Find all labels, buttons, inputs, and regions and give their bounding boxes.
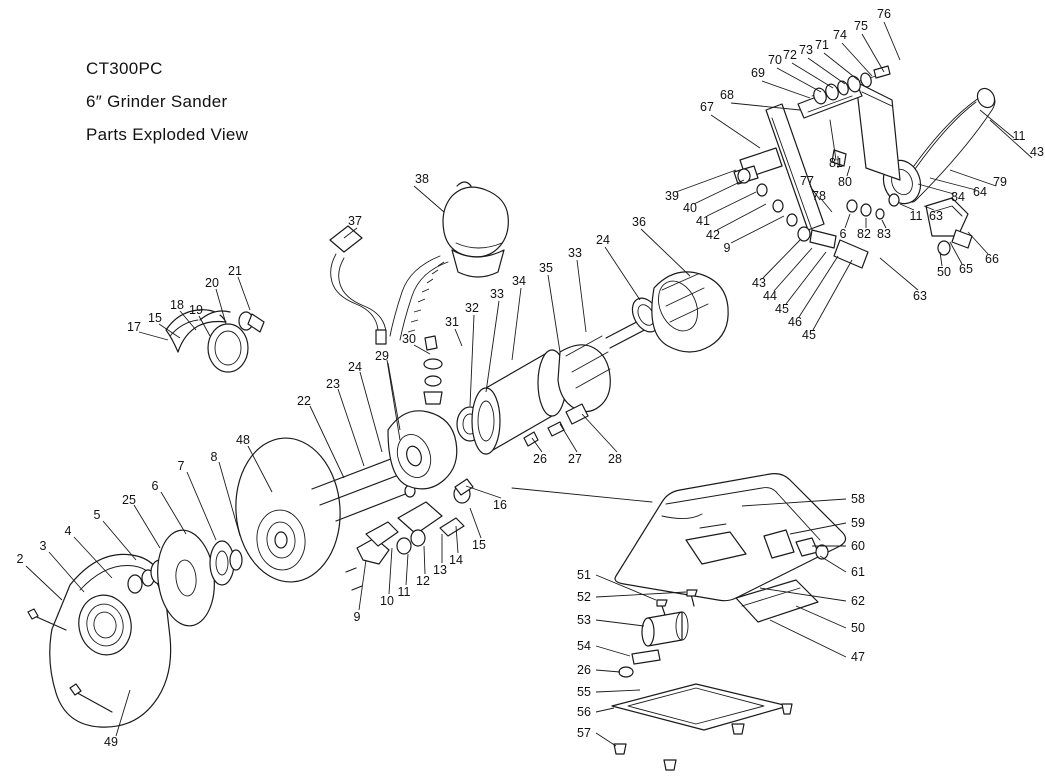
callout-number: 51	[577, 568, 591, 582]
callout-number: 33	[568, 246, 582, 260]
callout-number: 71	[815, 38, 829, 52]
callout-number: 37	[348, 214, 362, 228]
callout-number: 2	[16, 552, 24, 566]
callout-number: 53	[577, 613, 591, 627]
callout-number: 60	[851, 539, 865, 553]
callout-number: 75	[854, 19, 868, 33]
callout-number: 49	[104, 735, 118, 749]
callout-number: 72	[783, 48, 797, 62]
callout-number: 77	[800, 174, 814, 188]
callout-number: 15	[472, 538, 486, 552]
callout-number: 18	[170, 298, 184, 312]
callout-number: 65	[959, 262, 973, 276]
callout-number: 4	[64, 524, 72, 538]
callout-number: 48	[236, 433, 250, 447]
callout-number: 73	[799, 43, 813, 57]
callout-number: 81	[829, 156, 843, 170]
callout-number: 13	[433, 563, 447, 577]
callout-number: 52	[577, 590, 591, 604]
callout-number: 24	[348, 360, 362, 374]
callout-number: 43	[1030, 145, 1044, 159]
callout-number: 15	[148, 311, 162, 325]
callout-number: 50	[851, 621, 865, 635]
callout-number: 23	[326, 377, 340, 391]
callout-number: 82	[857, 227, 871, 241]
callout-number: 9	[353, 610, 361, 624]
callout-number: 11	[909, 209, 923, 223]
callout-number: 46	[788, 315, 802, 329]
callout-number: 25	[122, 493, 136, 507]
callout-number: 70	[768, 53, 782, 67]
callout-number: 39	[665, 189, 679, 203]
callout-number: 55	[577, 685, 591, 699]
callout-number: 45	[802, 328, 816, 342]
drawing-subtitle: Parts Exploded View	[86, 125, 249, 145]
callout-number: 30	[402, 332, 416, 346]
callout-number: 11	[397, 585, 411, 599]
callout-number: 50	[937, 265, 951, 279]
callout-number: 17	[127, 320, 141, 334]
callout-number: 69	[751, 66, 765, 80]
callout-number: 32	[465, 301, 479, 315]
callout-number: 3	[39, 539, 47, 553]
callout-number: 7	[177, 459, 185, 473]
callout-number: 10	[380, 594, 394, 608]
callout-number: 16	[493, 498, 507, 512]
callout-number: 36	[632, 215, 646, 229]
callout-number: 74	[833, 28, 847, 42]
callout-number: 34	[512, 274, 526, 288]
callout-number: 54	[577, 639, 591, 653]
callout-number: 58	[851, 492, 865, 506]
callout-number: 5	[93, 508, 101, 522]
callout-number: 63	[913, 289, 927, 303]
callout-number: 29	[375, 349, 389, 363]
callout-number: 12	[416, 574, 430, 588]
callout-number: 11	[1012, 129, 1026, 143]
callout-number: 61	[851, 565, 865, 579]
callout-number: 22	[297, 394, 311, 408]
callout-number: 20	[205, 276, 219, 290]
callout-number: 68	[720, 88, 734, 102]
callout-number: 8	[210, 450, 218, 464]
product-name: 6″ Grinder Sander	[86, 92, 228, 112]
callout-number: 56	[577, 705, 591, 719]
callout-number: 59	[851, 516, 865, 530]
callout-number: 57	[577, 726, 591, 740]
callout-number: 80	[838, 175, 852, 189]
callout-number: 26	[533, 452, 547, 466]
callout-number: 41	[696, 214, 710, 228]
callout-number: 14	[449, 553, 463, 567]
callout-number: 76	[877, 7, 891, 21]
callout-number: 9	[723, 241, 731, 255]
callout-number: 26	[577, 663, 591, 677]
callout-number: 38	[415, 172, 429, 186]
callout-number: 33	[490, 287, 504, 301]
callout-number: 19	[189, 303, 203, 317]
model-number: CT300PC	[86, 59, 163, 78]
callout-number: 44	[763, 289, 777, 303]
eye-shield-bracket-assembly	[166, 310, 264, 372]
callout-number: 83	[877, 227, 891, 241]
callout-number: 40	[683, 201, 697, 215]
callout-number: 64	[973, 185, 987, 199]
callout-number: 67	[700, 100, 714, 114]
callout-number: 28	[608, 452, 622, 466]
callout-number: 63	[929, 209, 943, 223]
callout-number: 43	[752, 276, 766, 290]
left-wheel-assembly	[28, 435, 345, 728]
callout-number: 21	[228, 264, 242, 278]
callout-number: 31	[445, 315, 459, 329]
callout-number: 27	[568, 452, 582, 466]
callout-number: 24	[596, 233, 610, 247]
callout-number: 78	[812, 189, 826, 203]
callout-number: 79	[993, 175, 1007, 189]
callout-number: 35	[539, 261, 553, 275]
callout-number: 84	[951, 190, 965, 204]
power-cord-switch	[330, 226, 386, 344]
callout-number: 66	[985, 252, 999, 266]
callout-number: 6	[151, 479, 159, 493]
callout-number: 47	[851, 650, 865, 664]
callout-number: 6	[839, 227, 847, 241]
base-pedestal-assembly	[512, 474, 846, 770]
callout-number: 45	[775, 302, 789, 316]
callout-number: 62	[851, 594, 865, 608]
callout-number: 42	[706, 228, 720, 242]
